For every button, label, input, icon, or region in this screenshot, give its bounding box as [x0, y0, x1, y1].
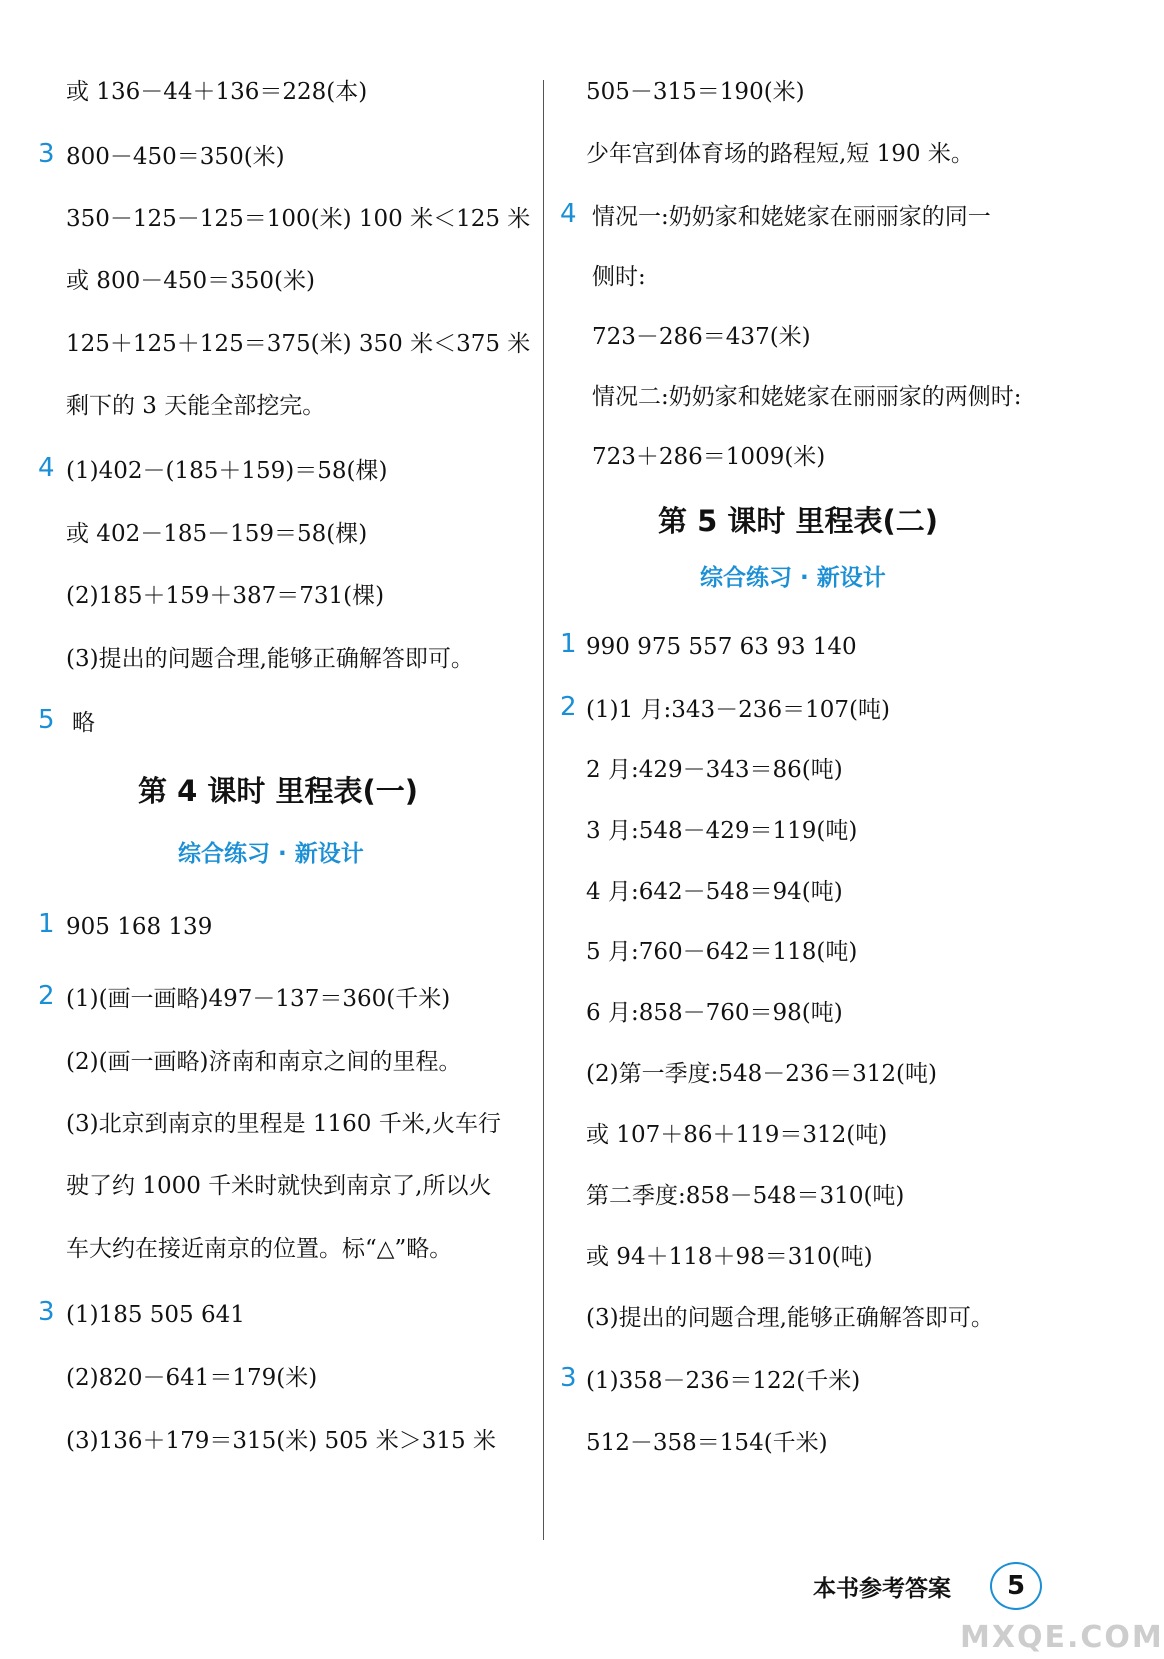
left-line-2: 800－450＝350(米) [66, 144, 285, 170]
lesson-4-q1-answer: 905 168 139 [66, 914, 213, 940]
lesson-4-title: 第 4 课时 里程表(一) [138, 774, 418, 808]
left-line-4: 或 800－450＝350(米) [66, 268, 315, 294]
right-line-6: 情况二:奶奶家和姥姥家在丽丽家的两侧时: [592, 384, 1022, 410]
lesson-5-question-number-3: 3 [560, 1363, 577, 1393]
lesson-4-q2-line-3: (3)北京到南京的里程是 1160 千米,火车行 [66, 1111, 502, 1137]
lesson-4-q2-line-2: (2)(画一画略)济南和南京之间的里程。 [66, 1049, 462, 1075]
lesson-5-q2-line-3: 3 月:548－429＝119(吨) [586, 818, 858, 844]
right-line-4: 侧时: [592, 264, 646, 290]
watermark: MXQE.COM [960, 1620, 1164, 1655]
column-divider [543, 80, 544, 1540]
lesson-4-question-number-2: 2 [38, 981, 55, 1011]
lesson-5-q2-line-6: 6 月:858－760＝98(吨) [586, 1000, 843, 1026]
lesson-4-q3-line-3: (3)136＋179＝315(米) 505 米＞315 米 [66, 1428, 496, 1454]
lesson-5-title: 第 5 课时 里程表(二) [658, 504, 938, 538]
lesson-5-q2-line-9: 第二季度:858－548＝310(吨) [586, 1183, 905, 1209]
right-line-5: 723－286＝437(米) [592, 324, 811, 350]
right-line-7: 723＋286＝1009(米) [592, 444, 826, 470]
left-line-6: 剩下的 3 天能全部挖完。 [66, 393, 326, 419]
lesson-4-q2-line-5: 车大约在接近南京的位置。标“△”略。 [66, 1236, 453, 1262]
lesson-5-q2-line-1: (1)1 月:343－236＝107(吨) [586, 697, 890, 723]
left-line-8: 或 402－185－159＝58(棵) [66, 521, 368, 547]
question-number-5: 5 [38, 705, 55, 735]
left-line-9: (2)185＋159＋387＝731(棵) [66, 583, 385, 609]
lesson-5-question-number-1: 1 [560, 629, 577, 659]
lesson-4-q2-line-1: (1)(画一画略)497－137＝360(千米) [66, 986, 451, 1012]
lesson-5-q2-line-4: 4 月:642－548＝94(吨) [586, 879, 843, 905]
lesson-4-q3-line-2: (2)820－641＝179(米) [66, 1365, 318, 1391]
lesson-4-q2-line-4: 驶了约 1000 千米时就快到南京了,所以火 [66, 1173, 492, 1199]
footer-label: 本书参考答案 [813, 1576, 951, 1602]
lesson-5-q3-line-1: (1)358－236＝122(千米) [586, 1368, 861, 1394]
lesson-5-question-number-2: 2 [560, 692, 577, 722]
question-number-4: 4 [38, 453, 55, 483]
left-line-7: (1)402－(185＋159)＝58(棵) [66, 458, 388, 484]
right-question-number-4: 4 [560, 199, 577, 229]
lesson-5-q2-line-5: 5 月:760－642＝118(吨) [586, 939, 858, 965]
right-line-3: 情况一:奶奶家和姥姥家在丽丽家的同一 [592, 204, 991, 230]
left-line-1: 或 136－44＋136＝228(本) [66, 79, 368, 105]
right-line-1: 505－315＝190(米) [586, 79, 805, 105]
left-line-10: (3)提出的问题合理,能够正确解答即可。 [66, 646, 474, 672]
lesson-4-question-number-1: 1 [38, 909, 55, 939]
lesson-5-q3-line-2: 512－358＝154(千米) [586, 1430, 828, 1456]
lesson-4-subheading: 综合练习 · 新设计 [178, 841, 364, 867]
right-line-2: 少年宫到体育场的路程短,短 190 米。 [586, 141, 974, 167]
lesson-5-subheading: 综合练习 · 新设计 [700, 565, 886, 591]
left-line-11: 略 [72, 710, 95, 736]
page-number-badge: 5 [990, 1562, 1042, 1610]
left-line-3: 350－125－125＝100(米) 100 米＜125 米 [66, 206, 531, 232]
lesson-5-q2-line-11: (3)提出的问题合理,能够正确解答即可。 [586, 1305, 994, 1331]
question-number-3: 3 [38, 139, 55, 169]
lesson-5-q2-line-10: 或 94＋118＋98＝310(吨) [586, 1244, 873, 1270]
left-line-5: 125＋125＋125＝375(米) 350 米＜375 米 [66, 331, 531, 357]
lesson-4-question-number-3: 3 [38, 1297, 55, 1327]
lesson-5-q2-line-8: 或 107＋86＋119＝312(吨) [586, 1122, 888, 1148]
lesson-5-q2-line-2: 2 月:429－343＝86(吨) [586, 757, 843, 783]
lesson-4-q3-line-1: (1)185 505 641 [66, 1302, 245, 1328]
lesson-5-q2-line-7: (2)第一季度:548－236＝312(吨) [586, 1061, 937, 1087]
lesson-5-q1-answer: 990 975 557 63 93 140 [586, 634, 857, 660]
